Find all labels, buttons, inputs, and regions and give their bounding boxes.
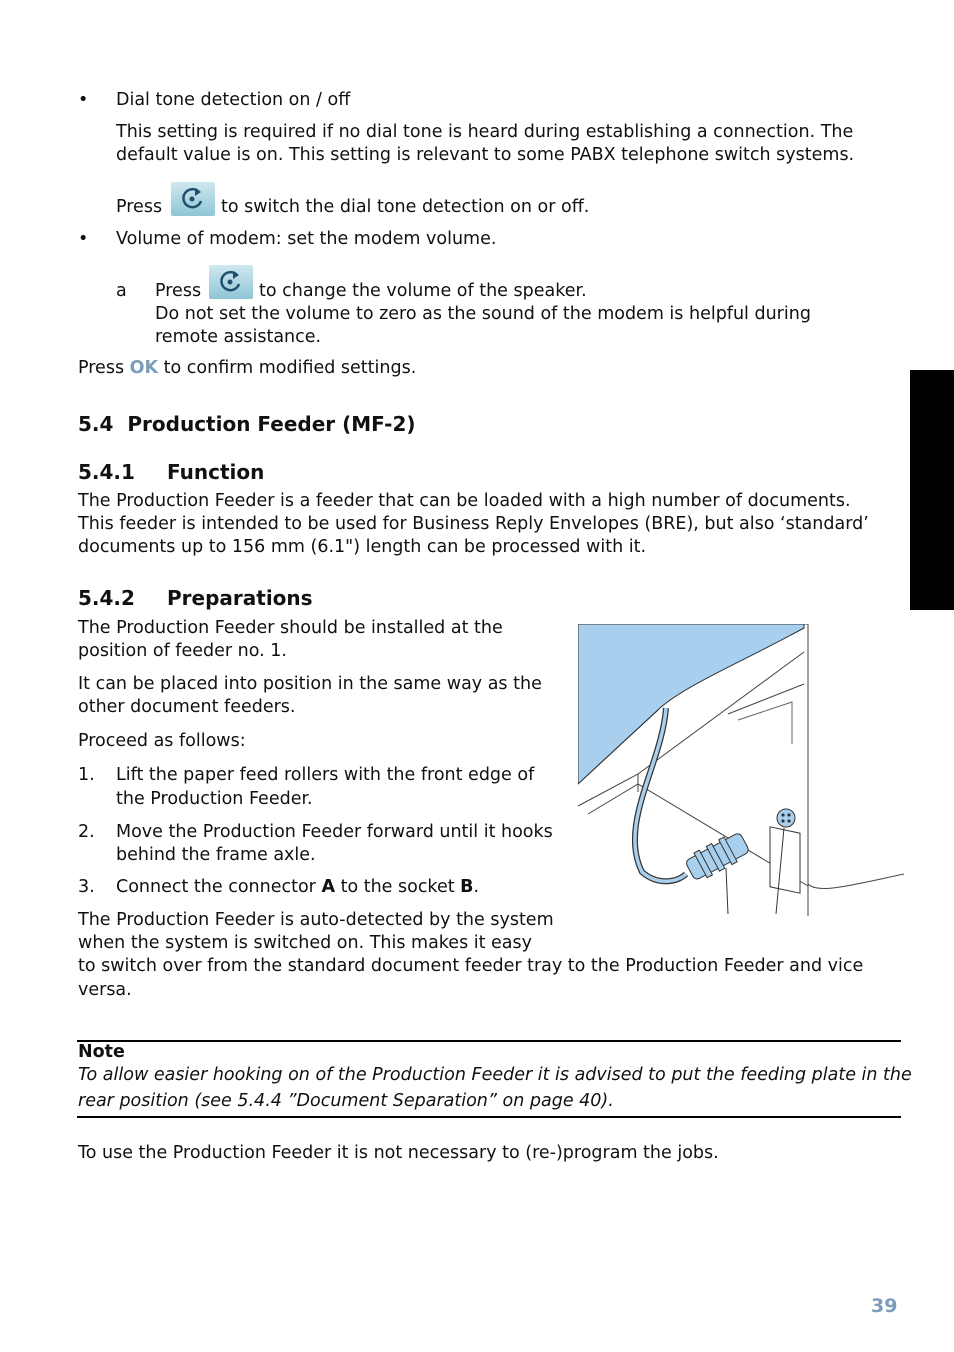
prep-p1-line-1: The Production Feeder should be installed at the	[78, 618, 503, 638]
ok-key-label: OK	[129, 358, 159, 378]
socket-label: B	[460, 877, 474, 897]
connector-label: A	[321, 877, 335, 897]
section-title: Production Feeder (MF-2)	[127, 412, 416, 436]
volume-title: Volume of modem: set the modem volume.	[116, 229, 497, 249]
step-2-line-1: Move the Production Feeder forward until it hooks	[116, 822, 553, 842]
function-number: 5.4.1	[78, 460, 135, 484]
function-line-1: The Production Feeder is a feeder that can be loaded with a high number of documents.	[78, 491, 851, 511]
note-line-2: rear position (see 5.4.4 ”Document Separation” on page 40).	[78, 1091, 614, 1111]
refresh-button-icon	[171, 182, 215, 216]
volume-press: Press	[155, 281, 202, 301]
preparations-title: Preparations	[167, 586, 313, 610]
step-1-line-1: Lift the paper feed rollers with the front edge of	[116, 765, 535, 785]
prep-p2-line-1: It can be placed into position in the same way as the	[78, 674, 542, 694]
dial-tone-title: Dial tone detection on / off	[116, 90, 351, 110]
volume-note-2: remote assistance.	[155, 327, 322, 347]
step-1-number: 1.	[78, 765, 95, 785]
step-2-line-2: behind the frame axle.	[116, 845, 316, 865]
dial-tone-press: Press	[116, 197, 163, 217]
volume-note-1: Do not set the volume to zero as the sound of the modem is helpful during	[155, 304, 811, 324]
step-3-end: .	[473, 877, 480, 897]
note-bottom-rule	[77, 1116, 901, 1118]
refresh-cycle-icon	[177, 184, 209, 214]
auto-line-3: to switch over from the standard document feeder tray to the Production Feeder and vice	[78, 956, 864, 976]
step-3-number: 3.	[78, 877, 95, 897]
note-line-1: To allow easier hooking on of the Production Feeder it is advised to put the feeding plate in the	[78, 1065, 912, 1085]
volume-step-letter: a	[116, 281, 127, 301]
step-3-pre: Connect the connector	[116, 877, 316, 897]
function-line-3: documents up to 156 mm (6.1") length can be processed with it.	[78, 537, 647, 557]
section-heading	[78, 412, 416, 436]
bullet-dot: •	[78, 229, 89, 249]
closing-text: To use the Production Feeder it is not necessary to (re-)program the jobs.	[78, 1143, 719, 1163]
refresh-cycle-icon	[215, 267, 247, 297]
dial-tone-action: to switch the dial tone detection on or off.	[221, 197, 590, 217]
auto-line-1: The Production Feeder is auto-detected by the system	[78, 910, 554, 930]
bullet-dot: •	[78, 90, 89, 110]
auto-line-4: versa.	[78, 980, 132, 1000]
step-3-line	[116, 877, 479, 897]
step-3-mid: to the socket	[340, 877, 455, 897]
dial-tone-desc-1: This setting is required if no dial tone is heard during establishing a connection. The	[116, 122, 854, 142]
confirm-line	[78, 358, 416, 378]
page-number: 39	[871, 1295, 898, 1317]
note-title: Note	[78, 1042, 125, 1062]
preparations-number: 5.4.2	[78, 586, 135, 610]
confirm-press: Press	[78, 358, 125, 378]
prep-p2-line-2: other document feeders.	[78, 697, 296, 717]
section-number: 5.4	[78, 412, 114, 436]
function-title: Function	[167, 460, 265, 484]
prep-p1-line-2: position of feeder no. 1.	[78, 641, 287, 661]
confirm-rest: to confirm modified settings.	[163, 358, 417, 378]
refresh-button-icon	[209, 265, 253, 299]
production-feeder-illustration	[578, 624, 904, 916]
note-top-rule	[77, 1040, 901, 1042]
step-1-line-2: the Production Feeder.	[116, 789, 313, 809]
prep-p3: Proceed as follows:	[78, 731, 246, 751]
auto-line-2: when the system is switched on. This makes it easy	[78, 933, 533, 953]
dial-tone-desc-2: default value is on. This setting is relevant to some PABX telephone switch systems.	[116, 145, 855, 165]
volume-action: to change the volume of the speaker.	[259, 281, 587, 301]
chapter-tab	[910, 370, 954, 610]
function-line-2: This feeder is intended to be used for Business Reply Envelopes (BRE), but also ‘standard’	[78, 514, 869, 534]
step-2-number: 2.	[78, 822, 95, 842]
